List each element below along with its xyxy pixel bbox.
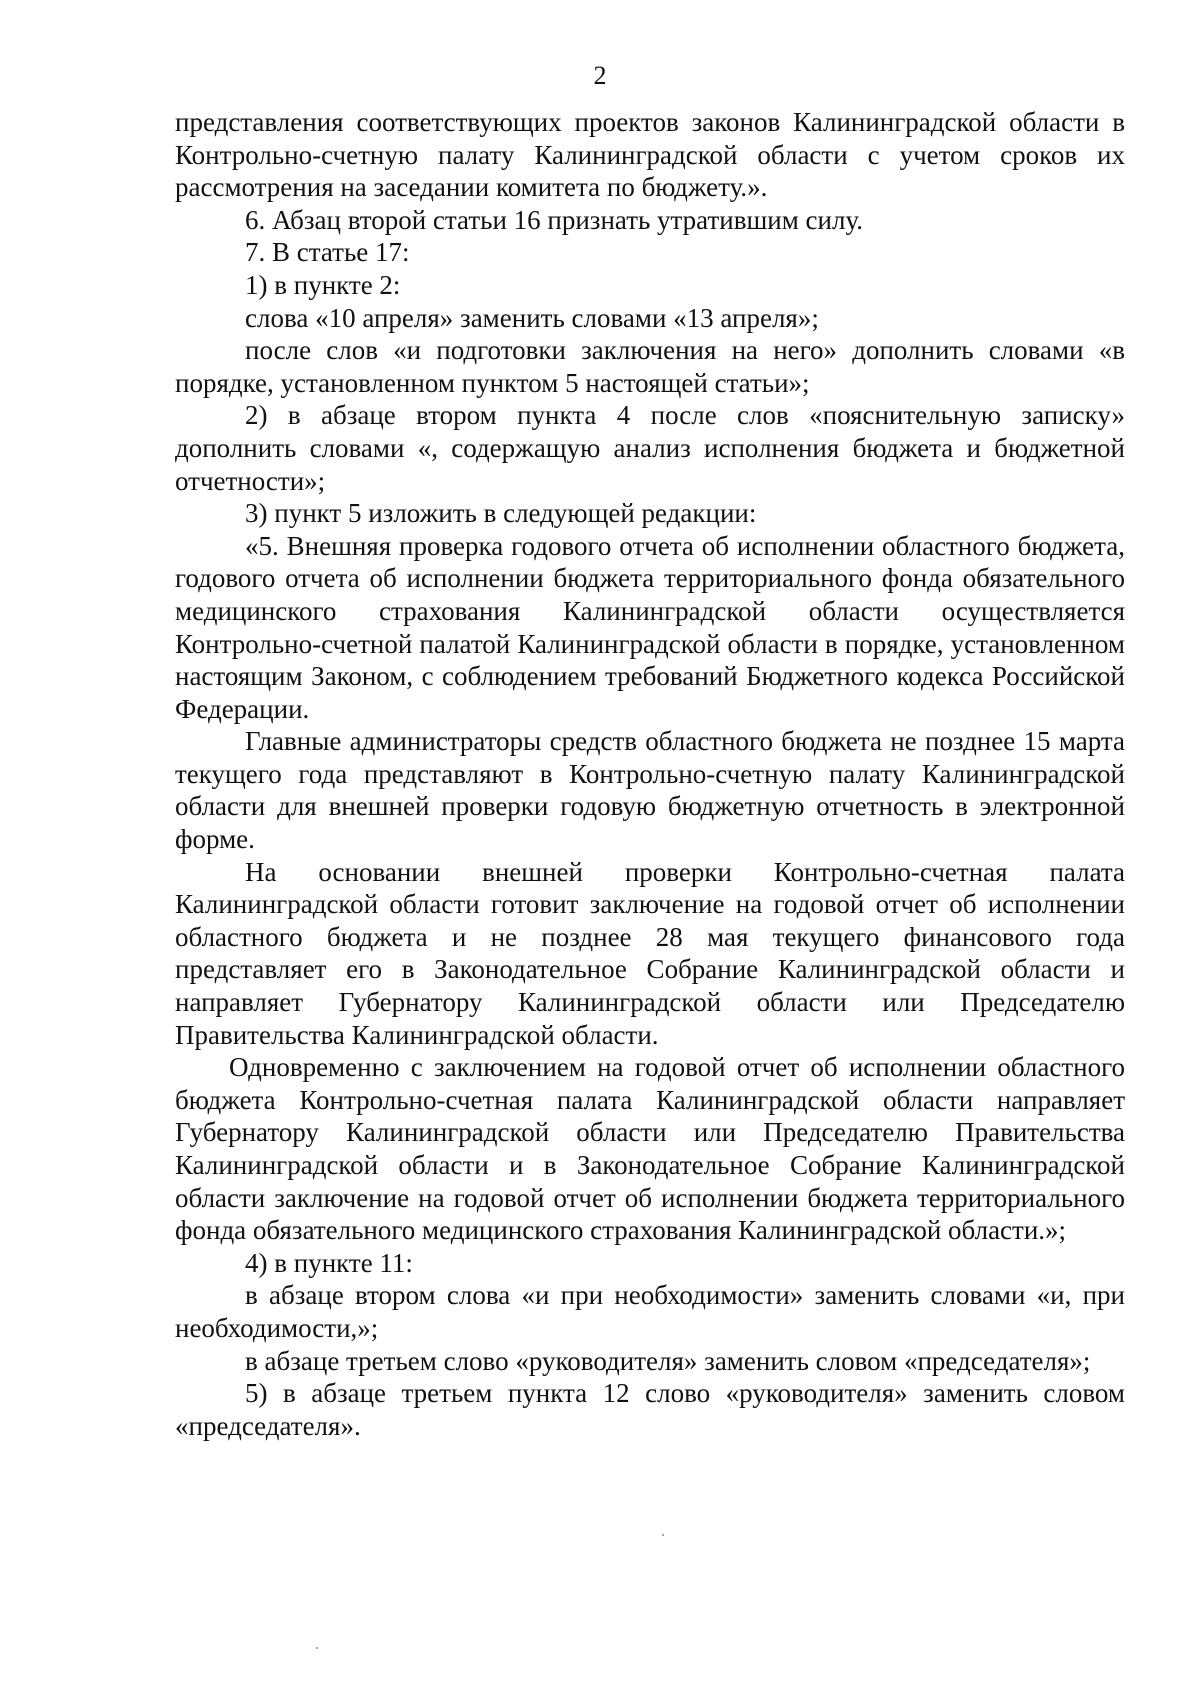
paragraph-subitem-4: 4) в пункте 11:: [245, 1247, 413, 1278]
paragraph-subitem-3: 3) пункт 5 изложить в следующей редакции:: [245, 498, 757, 529]
paragraph-subitem-1: 1) в пункте 2:: [245, 269, 401, 300]
paragraph-subitem-5: 5) в абзаце третьем пункта 12 слово «руководителя» заменить словом «председателя».: [175, 1378, 1125, 1441]
paragraph-simultaneously: Одновременно с заключением на годовой отчет об исполнении областного бюджета Контрольно-счетная палата Калининградской области направляет Губернатору Калининградской области или Председателю Правительства Калининградской области и в Законодательное Собрание Калининградской области заключение на годовой отчет об исполнении бюджета территориального фонда обязательного медицинского страхования Калининградской области.»;: [175, 1052, 1125, 1246]
paragraph-external-check: На основании внешней проверки Контрольно-счетная палата Калининградской области готовит заключение на годовой отчет об исполнении областного бюджета и не позднее 28 мая текущего финансового года представляет его в Законодательное Собрание Калининградской области и направляет Губернатору Калининградской области или Председателю Правительства Калининградской области.: [175, 856, 1125, 1050]
paragraph-subitem-2: 2) в абзаце втором пункта 4 после слов «пояснительную записку» дополнить словами «, содержащую анализ исполнения бюджета и бюджетной отчетности»;: [175, 400, 1125, 496]
paragraph-replace-dates: слова «10 апреля» заменить словами «13 апреля»;: [245, 302, 819, 333]
paragraph-after-words: после слов «и подготовки заключения на него» дополнить словами «в порядке, установленном пунктом 5 настоящей статьи»;: [175, 335, 1125, 398]
paragraph-continuation: представления соответствующих проектов законов Калининградской области в Контрольно-счетную палату Калининградской области с учетом сроков их рассмотрения на заседании комитета по бюджету.».: [175, 107, 1125, 203]
paragraph-item-7: 7. В статье 17:: [245, 237, 410, 268]
scan-speck: [316, 1647, 318, 1649]
paragraph-abzac-second: в абзаце втором слова «и при необходимости» заменить словами «и, при необходимости,»;: [175, 1280, 1125, 1343]
paragraph-point-5: «5. Внешняя проверка годового отчета об исполнении областного бюджета, годового отчета об исполнении бюджета территориального фонда обязательного медицинского страхования Калининградской области осуществляется Контрольно-счетной палатой Калининградской области в порядке, установленном настоящим Законом, с соблюдением требований Бюджетного кодекса Российской Федерации.: [175, 530, 1125, 724]
paragraph-administrators: Главные администраторы средств областного бюджета не позднее 15 марта текущего года представляют в Контрольно-счетную палату Калининградской области для внешней проверки годовую бюджетную отчетность в электронной форме.: [175, 726, 1125, 855]
paragraph-item-6: 6. Абзац второй статьи 16 признать утратившим силу.: [245, 204, 863, 235]
page-number: 2: [593, 61, 607, 90]
paragraph-abzac-third: в абзаце третьем слово «руководителя» заменить словом «председателя»;: [245, 1345, 1091, 1376]
scan-speck: [662, 1534, 664, 1536]
document-body: [175, 106, 1125, 1442]
